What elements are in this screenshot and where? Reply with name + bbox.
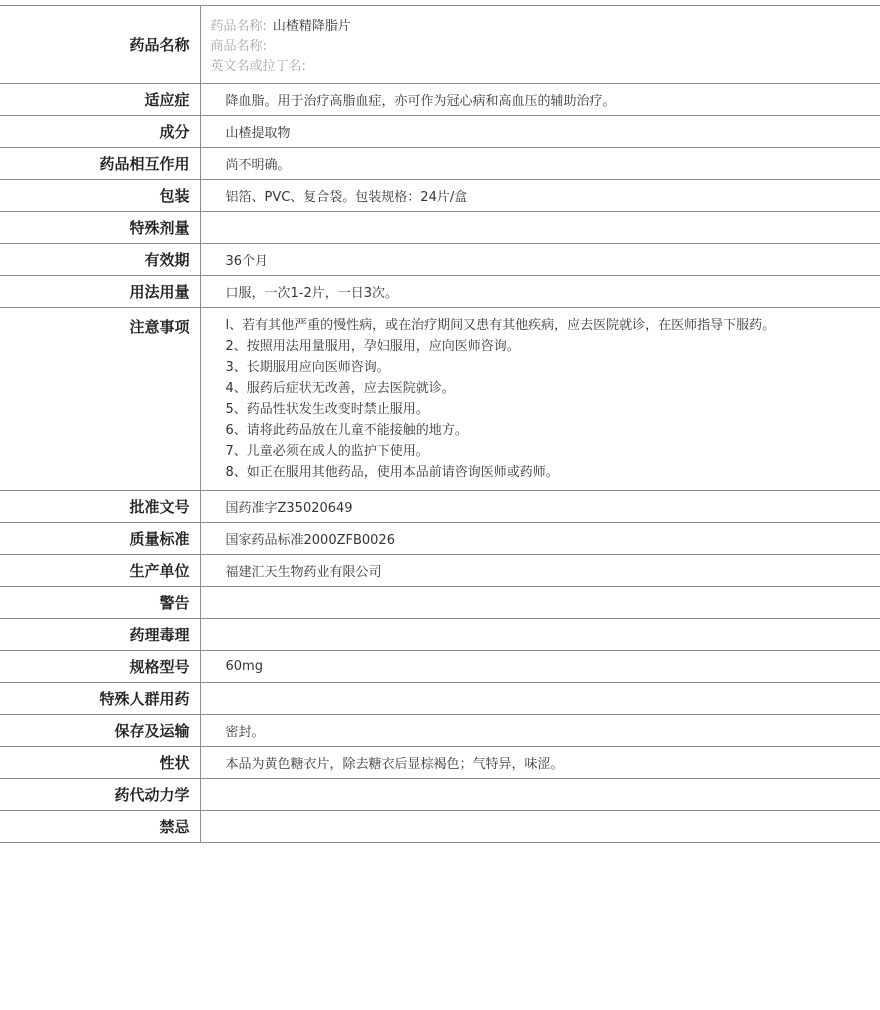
english-name-key: 英文名或拉丁名: — [210, 59, 306, 74]
label-special-dosage: 特殊剂量 — [0, 212, 200, 244]
label-usage: 用法用量 — [0, 276, 200, 308]
label-approval-number: 批准文号 — [0, 491, 200, 523]
value-storage: 密封。 — [200, 715, 880, 747]
precaution-item: 7、儿童必须在成人的监护下使用。 — [225, 444, 429, 459]
row-interactions — [0, 148, 880, 180]
label-warning: 警告 — [0, 587, 200, 619]
label-indications: 适应症 — [0, 84, 200, 116]
precaution-item: 8、如正在服用其他药品，使用本品前请咨询医师或药师。 — [225, 465, 559, 480]
label-special-population: 特殊人群用药 — [0, 683, 200, 715]
label-contraindications: 禁忌 — [0, 811, 200, 843]
value-toxicology — [200, 619, 880, 651]
value-indications: 降血脂。用于治疗高脂血症，亦可作为冠心病和高血压的辅助治疗。 — [200, 84, 880, 116]
row-storage — [0, 715, 880, 747]
label-manufacturer: 生产单位 — [0, 555, 200, 587]
label-storage: 保存及运输 — [0, 715, 200, 747]
value-pharmacokinetics — [200, 779, 880, 811]
label-pharmacokinetics: 药代动力学 — [0, 779, 200, 811]
row-pharmacokinetics — [0, 779, 880, 811]
value-manufacturer: 福建汇天生物药业有限公司 — [200, 555, 880, 587]
precaution-item: 6、请将此药品放在儿童不能接触的地方。 — [225, 423, 468, 438]
value-packaging: 铝箔、PVC、复合袋。包装规格：24片/盒 — [200, 180, 880, 212]
label-ingredients: 成分 — [0, 116, 200, 148]
label-quality-standard: 质量标准 — [0, 523, 200, 555]
value-precautions — [200, 308, 880, 491]
value-approval-number: 国药准字Z35020649 — [200, 491, 880, 523]
row-warning — [0, 587, 880, 619]
precaution-item: 5、药品性状发生改变时禁止服用。 — [225, 402, 429, 417]
label-drug-name: 药品名称 — [0, 6, 200, 84]
label-description: 性状 — [0, 747, 200, 779]
value-specification: 60mg — [200, 651, 880, 683]
row-ingredients — [0, 116, 880, 148]
value-special-dosage — [200, 212, 880, 244]
value-usage: 口服，一次1-2片，一日3次。 — [200, 276, 880, 308]
value-contraindications — [200, 811, 880, 843]
generic-name-key: 药品名称: — [210, 19, 267, 34]
row-packaging — [0, 180, 880, 212]
row-description — [0, 747, 880, 779]
label-packaging: 包装 — [0, 180, 200, 212]
precaution-item: l、若有其他严重的慢性病，或在治疗期间又患有其他疾病，应去医院就诊，在医师指导下服药。 — [225, 318, 776, 333]
row-precautions — [0, 308, 880, 491]
value-quality-standard: 国家药品标准2000ZFB0026 — [200, 523, 880, 555]
row-toxicology — [0, 619, 880, 651]
label-toxicology: 药理毒理 — [0, 619, 200, 651]
row-special-dosage — [0, 212, 880, 244]
label-shelf-life: 有效期 — [0, 244, 200, 276]
precaution-item: 4、服药后症状无改善，应去医院就诊。 — [225, 381, 455, 396]
precaution-item: 3、长期服用应向医师咨询。 — [225, 360, 390, 375]
label-interactions: 药品相互作用 — [0, 148, 200, 180]
trade-name-line — [211, 37, 880, 57]
row-contraindications — [0, 811, 880, 843]
row-quality-standard — [0, 523, 880, 555]
value-ingredients: 山楂提取物 — [200, 116, 880, 148]
row-manufacturer — [0, 555, 880, 587]
generic-name-value: 山楂精降脂片 — [272, 19, 351, 34]
row-drug-name — [0, 6, 880, 84]
value-shelf-life: 36个月 — [200, 244, 880, 276]
value-special-population — [200, 683, 880, 715]
trade-name-key: 商品名称: — [210, 39, 267, 54]
english-name-line — [211, 57, 880, 77]
row-special-population — [0, 683, 880, 715]
row-usage — [0, 276, 880, 308]
label-specification: 规格型号 — [0, 651, 200, 683]
value-description: 本品为黄色糖衣片，除去糖衣后显棕褐色；气特异，味涩。 — [200, 747, 880, 779]
value-drug-name-block — [200, 6, 880, 84]
value-interactions: 尚不明确。 — [200, 148, 880, 180]
value-warning — [200, 587, 880, 619]
drug-info-table — [0, 5, 880, 843]
row-indications — [0, 84, 880, 116]
row-shelf-life — [0, 244, 880, 276]
row-specification — [0, 651, 880, 683]
row-approval-number — [0, 491, 880, 523]
label-precautions: 注意事项 — [0, 308, 200, 491]
generic-name-line — [211, 17, 880, 37]
precaution-item: 2、按照用法用量服用，孕妇服用，应向医师咨询。 — [225, 339, 520, 354]
